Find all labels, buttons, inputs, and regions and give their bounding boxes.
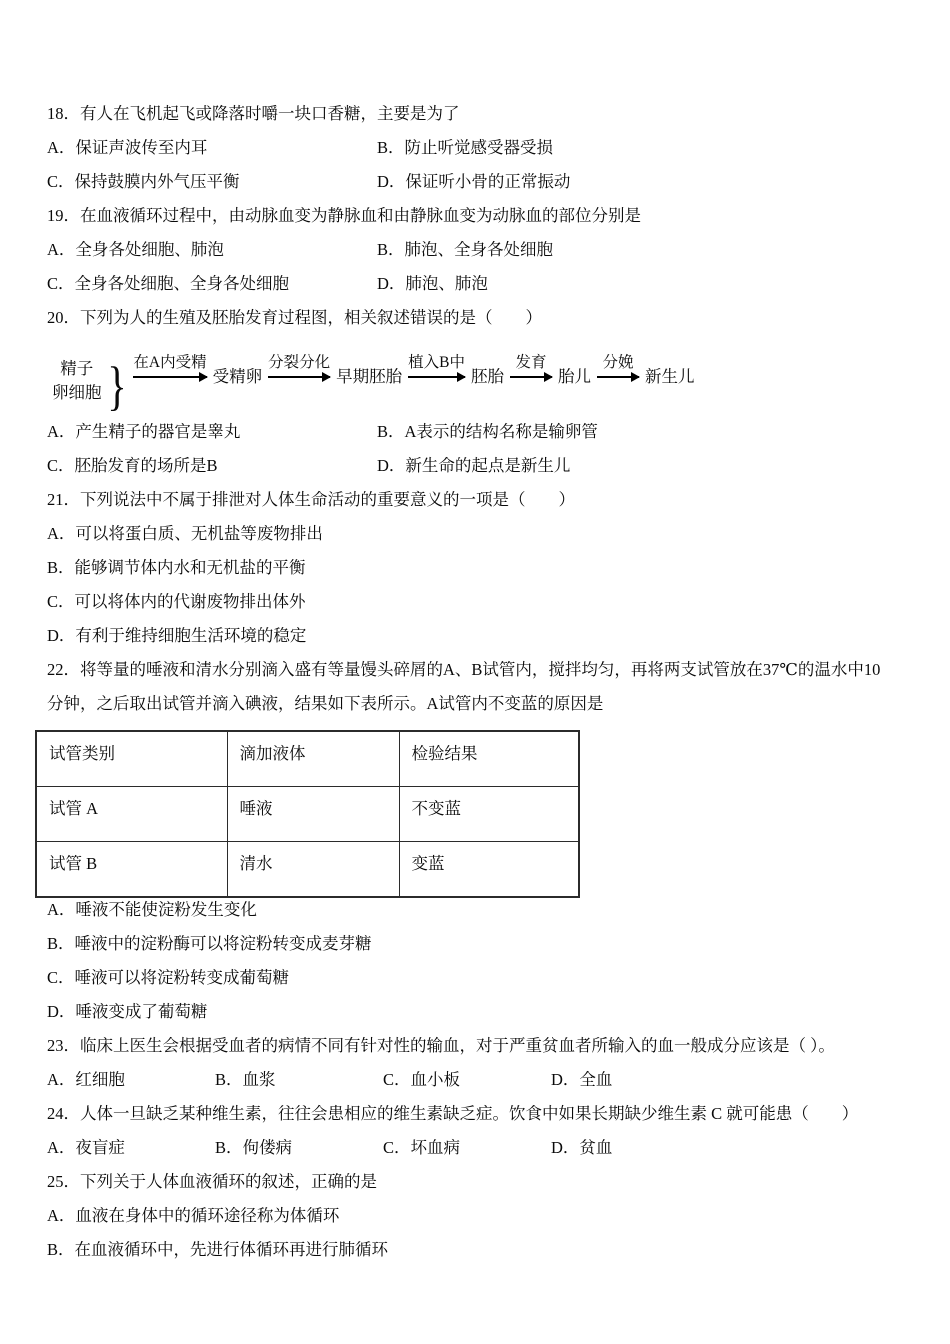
option-18-d: D．保证听小骨的正常振动: [377, 172, 571, 191]
diagram-arrow-label: 发育: [515, 354, 547, 371]
table-header-row: [36, 731, 579, 787]
right-arrow-icon: [133, 376, 206, 378]
option-20-b: B．A表示的结构名称是输卵管: [377, 422, 598, 441]
option-23-a: A．红细胞: [47, 1070, 125, 1089]
diagram-node-fetus: 胎儿: [557, 367, 591, 386]
question-20-stem: 20．下列为人的生殖及胚胎发育过程图，相关叙述错误的是（ ）: [47, 308, 542, 327]
table-header-cell: 检验结果: [399, 731, 579, 787]
option-24-c: C．坏血病: [383, 1138, 461, 1157]
option-25-a: A．血液在身体中的循环途径称为体循环: [47, 1206, 340, 1225]
question-22-stem-line2: 分钟，之后取出试管并滴入碘液，结果如下表所示。A试管内不变蓝的原因是: [47, 694, 604, 713]
option-19-c: C．全身各处细胞、全身各处细胞: [47, 274, 290, 293]
option-22-d: D．唾液变成了葡萄糖: [47, 1002, 208, 1021]
option-21-b: B．能够调节体内水和无机盐的平衡: [47, 558, 306, 577]
diagram-gamete-sperm: 精子: [60, 359, 94, 378]
question-18-options-cd: [47, 163, 910, 197]
option-25-b: B．在血液循环中，先进行体循环再进行肺循环: [47, 1240, 389, 1259]
brace-icon: }: [106, 356, 127, 416]
question-24-stem: 24．人体一旦缺乏某种维生素，往往会患相应的维生素缺乏症。饮食中如果长期缺少维生素 C 就可能患（ ）: [47, 1104, 859, 1123]
option-20-d: D．新生命的起点是新生儿: [377, 456, 571, 475]
option-21-d: D．有利于维持细胞生活环境的稳定: [47, 626, 307, 645]
option-19-a: A．全身各处细胞、肺泡: [47, 240, 224, 259]
table-header-cell: 试管类别: [36, 731, 227, 787]
table-header-cell: 滴加液体: [227, 731, 399, 787]
question-23-options: [47, 1061, 910, 1095]
option-22-c: C．唾液可以将淀粉转变成葡萄糖: [47, 968, 290, 987]
option-24-a: A．夜盲症: [47, 1138, 125, 1157]
diagram-gamete-egg: 卵细胞: [52, 383, 102, 402]
question-21-stem: 21．下列说法中不属于排泄对人体生命活动的重要意义的一项是（ ）: [47, 490, 575, 509]
option-22-a: A．唾液不能使淀粉发生变化: [47, 900, 257, 919]
option-21-a: A．可以将蛋白质、无机盐等废物排出: [47, 524, 323, 543]
diagram-arrow-fertilization: [131, 355, 208, 378]
right-arrow-icon: [597, 376, 639, 378]
table-cell: 试管 A: [36, 787, 227, 842]
table-row: [36, 842, 579, 898]
option-18-a: A．保证声波传至内耳: [47, 138, 208, 157]
question-20-options-ab: [47, 413, 910, 447]
table-row: [36, 787, 579, 842]
option-23-b: B．血浆: [215, 1070, 276, 1089]
diagram-node-early-embryo: 早期胚胎: [336, 367, 403, 386]
option-21-c: C．可以将体内的代谢废物排出体外: [47, 592, 306, 611]
diagram-arrow-development: [508, 355, 554, 378]
question-19-stem: 19．在血液循环过程中，由动脉血变为静脉血和由静脉血变为动脉血的部位分别是: [47, 206, 641, 225]
right-arrow-icon: [268, 376, 330, 378]
option-24-b: B．佝偻病: [215, 1138, 293, 1157]
post-table-section: [47, 891, 910, 1265]
question-19-options-cd: [47, 265, 910, 299]
option-19-b: B．肺泡、全身各处细胞: [377, 240, 554, 259]
diagram-arrow-label: 在A内受精: [133, 354, 207, 371]
diagram-arrow-division: [266, 355, 332, 378]
diagram-arrow-delivery: [595, 355, 641, 378]
diagram-node-embryo: 胚胎: [470, 367, 504, 386]
question-22-stem-line1: 22．将等量的唾液和清水分别滴入盛有等量馒头碎屑的A、B试管内，搅拌均匀，再将两支试管放在37℃的温水中10: [47, 660, 881, 679]
option-18-c: C．保持鼓膜内外气压平衡: [47, 172, 240, 191]
option-23-d: D．全血: [551, 1070, 613, 1089]
question-20-options-cd: [47, 447, 910, 481]
option-20-a: A．产生精子的器官是睾丸: [47, 422, 241, 441]
diagram-node-newborn: 新生儿: [644, 367, 695, 386]
question-25-stem: 25．下列关于人体血液循环的叙述，正确的是: [47, 1172, 377, 1191]
question-19-options-ab: [47, 231, 910, 265]
diagram-arrow-label: 植入B中: [408, 354, 465, 371]
option-24-d: D．贫血: [551, 1138, 613, 1157]
question-18-stem: 18．有人在飞机起飞或降落时嚼一块口香糖，主要是为了: [47, 104, 460, 123]
question-23-stem: 23．临床上医生会根据受血者的病情不同有针对性的输血，对于严重贫血者所输入的血一般成分应该是（ ）。: [47, 1036, 835, 1055]
table-cell: 不变蓝: [399, 787, 579, 842]
option-19-d: D．肺泡、肺泡: [377, 274, 488, 293]
diagram-arrow-label: 分裂分化: [268, 354, 331, 371]
table-cell: 试管 B: [36, 842, 227, 898]
option-18-b: B．防止听觉感受器受损: [377, 138, 554, 157]
reproduction-flow-diagram: [47, 333, 910, 416]
diagram-arrow-label: 分娩: [602, 354, 634, 371]
diagram-node-zygote: 受精卵: [212, 367, 263, 386]
table-cell: 唾液: [227, 787, 399, 842]
diagram-gametes: [52, 357, 102, 405]
table-cell: 清水: [227, 842, 399, 898]
table-cell: 变蓝: [399, 842, 579, 898]
question-24-options: [47, 1129, 910, 1163]
option-20-c: C．胚胎发育的场所是B: [47, 456, 218, 475]
experiment-result-table: [35, 730, 580, 898]
diagram-arrow-implantation: [406, 355, 467, 378]
right-arrow-icon: [510, 376, 552, 378]
option-23-c: C．血小板: [383, 1070, 461, 1089]
option-22-b: B．唾液中的淀粉酶可以将淀粉转变成麦芽糖: [47, 934, 372, 953]
right-arrow-icon: [408, 376, 465, 378]
question-18-options-ab: [47, 129, 910, 163]
